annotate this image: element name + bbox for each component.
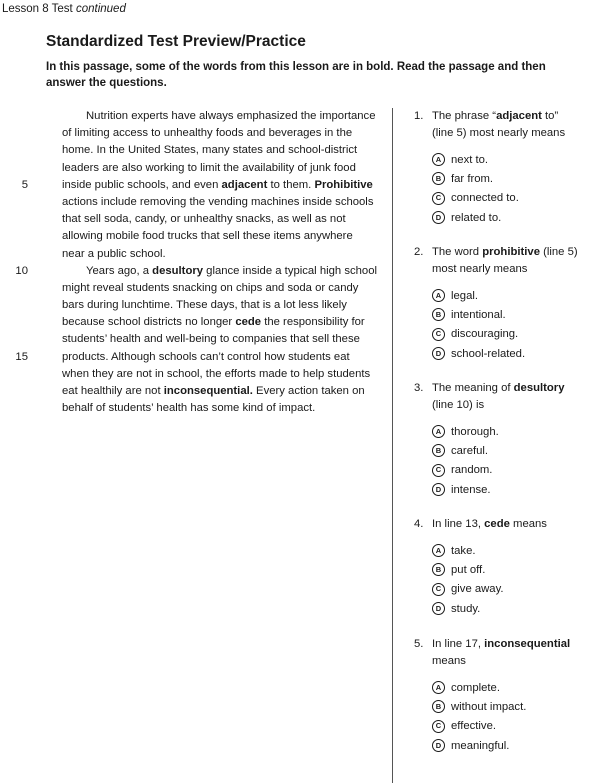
answer-bubble-icon[interactable]: C	[432, 720, 445, 733]
answer-option-a[interactable]	[432, 150, 594, 169]
passage-line	[62, 125, 394, 142]
answer-text: intentional.	[451, 308, 506, 321]
vocab-word: adjacent	[221, 178, 268, 191]
answer-bubble-icon[interactable]: B	[432, 308, 445, 321]
question-number: 3.	[414, 382, 424, 394]
passage-line	[15, 349, 394, 366]
passage-line	[62, 246, 394, 263]
answer-bubble-icon[interactable]: D	[432, 602, 445, 615]
question-number: 5.	[414, 638, 424, 650]
passage-text: might reveal students snacking on chips and soda or candy	[62, 281, 359, 294]
stem-text: to”	[541, 110, 559, 122]
question-4	[414, 516, 594, 618]
stem-text: (line 5) most nearly means	[432, 127, 566, 139]
passage-text: bars during lunchtime. These days, that is a lot less likely	[62, 299, 347, 312]
answer-bubble-icon[interactable]: C	[432, 583, 445, 596]
answer-text: meaningful.	[451, 739, 510, 752]
question-stem	[414, 516, 594, 533]
answer-options	[414, 150, 594, 227]
answer-bubble-icon[interactable]: A	[432, 681, 445, 694]
question-stem	[414, 108, 594, 142]
answer-bubble-icon[interactable]: D	[432, 739, 445, 752]
vocab-word: cede	[484, 518, 510, 530]
answer-text: complete.	[451, 681, 500, 694]
answer-option-d[interactable]	[432, 599, 594, 618]
vocab-word: inconsequential.	[163, 385, 253, 397]
passage-line	[62, 331, 394, 348]
line-number: 5	[21, 178, 28, 191]
passage-line	[62, 160, 394, 177]
answer-option-a[interactable]	[432, 422, 594, 441]
passage-line	[62, 142, 394, 159]
stem-text: (line 10) is	[432, 399, 485, 411]
vocab-word: cede	[235, 316, 262, 329]
answer-bubble-icon[interactable]: B	[432, 172, 445, 185]
question-number: 1.	[414, 110, 424, 122]
line-number: 10	[15, 264, 28, 277]
line-number: 15	[15, 350, 28, 363]
passage-text: allowing mobile food trucks that sell these items anywhere	[62, 230, 353, 243]
passage-text: of limiting access to unhealthy foods and beverages in the	[62, 127, 353, 140]
header-lesson: Lesson 8 Test	[2, 3, 73, 15]
answer-option-b[interactable]	[432, 560, 594, 579]
answer-text: take.	[451, 544, 476, 557]
answer-text: related to.	[451, 211, 502, 224]
answer-bubble-icon[interactable]: A	[432, 153, 445, 166]
answer-option-c[interactable]	[432, 325, 594, 344]
passage-text: products. Although schools can’t control how students eat	[62, 350, 350, 363]
stem-text: means	[509, 518, 547, 530]
vocab-word: desultory	[152, 264, 204, 277]
answer-text: effective.	[451, 720, 497, 733]
question-3	[414, 380, 594, 499]
passage-text: Every action taken on	[252, 385, 365, 397]
answer-option-b[interactable]	[432, 441, 594, 460]
answer-bubble-icon[interactable]: A	[432, 289, 445, 302]
question-stem	[414, 636, 594, 670]
passage-text: the responsibility for	[261, 316, 365, 329]
answer-text: discouraging.	[451, 328, 519, 341]
answer-text: far from.	[451, 172, 494, 185]
answer-text: thorough.	[451, 425, 499, 438]
answer-bubble-icon[interactable]: D	[432, 211, 445, 224]
passage-line	[62, 194, 394, 211]
stem-text: The meaning of	[432, 382, 514, 394]
answer-text: study.	[451, 602, 481, 615]
stem-text: most nearly means	[432, 263, 528, 275]
answer-text: connected to.	[451, 192, 519, 205]
answer-options	[414, 286, 594, 363]
question-1	[414, 108, 594, 227]
question-2	[414, 244, 594, 363]
answer-text: random.	[451, 464, 493, 477]
answer-option-d[interactable]	[432, 480, 594, 499]
answer-option-c[interactable]	[432, 189, 594, 208]
vocab-word: Prohibitive	[314, 178, 373, 191]
answer-option-c[interactable]	[432, 580, 594, 599]
question-stem	[414, 380, 594, 414]
answer-bubble-icon[interactable]: B	[432, 444, 445, 457]
answer-bubble-icon[interactable]: C	[432, 192, 445, 205]
answer-bubble-icon[interactable]: C	[432, 328, 445, 341]
page-title: Standardized Test Preview/Practice	[46, 33, 306, 50]
passage-text: because school districts no longer	[62, 316, 236, 329]
passage-line	[62, 366, 394, 383]
passage-line	[62, 400, 394, 417]
answer-text: legal.	[451, 289, 479, 302]
stem-text: means	[432, 655, 466, 667]
header-continued: continued	[75, 3, 126, 15]
passage-line	[62, 228, 394, 245]
answer-bubble-icon[interactable]: C	[432, 464, 445, 477]
answer-option-a[interactable]	[432, 286, 594, 305]
vocab-word: prohibitive	[482, 246, 540, 258]
answer-bubble-icon[interactable]: A	[432, 425, 445, 438]
passage-text: inside public schools, and even	[62, 178, 222, 191]
passage-text: near a public school.	[62, 247, 166, 260]
passage-text: to them.	[267, 178, 315, 191]
answer-option-a[interactable]	[432, 541, 594, 560]
answer-option-c[interactable]	[432, 461, 594, 480]
passage-text: home. In the United States, many states and school-district	[62, 144, 358, 157]
passage-text: Nutrition experts have always emphasized the importance	[86, 110, 376, 122]
vocab-word: adjacent	[496, 110, 542, 122]
question-number: 2.	[414, 246, 424, 258]
stem-text: In line 17,	[432, 638, 485, 650]
passage-text: when they are not in school, the efforts made to help students	[62, 367, 371, 380]
answer-options	[414, 678, 594, 755]
passage-line	[62, 314, 394, 331]
answer-text: put off.	[451, 563, 486, 576]
answer-bubble-icon[interactable]: B	[432, 563, 445, 576]
stem-text: The word	[432, 246, 483, 258]
passage-line	[62, 297, 394, 314]
answer-option-d[interactable]	[432, 208, 594, 227]
answer-option-d[interactable]	[432, 344, 594, 363]
stem-text: In line 13,	[432, 518, 485, 530]
answer-text: give away.	[451, 583, 504, 596]
answer-option-b[interactable]	[432, 697, 594, 716]
passage-line	[21, 177, 394, 194]
answer-text: school-related.	[451, 347, 526, 360]
passage-text: actions include removing the vending machines inside schools	[62, 195, 374, 208]
answer-text: next to.	[451, 153, 489, 166]
passage-text: students’ health and well-being to companies that sell these	[62, 333, 360, 346]
stem-text: (line 5)	[539, 246, 578, 258]
stem-text: The phrase “	[432, 110, 497, 122]
question-number: 4.	[414, 518, 424, 530]
passage-text: leaders are also working to limit the availability of junk food	[62, 161, 356, 174]
question-5	[414, 636, 594, 755]
passage-text: that sell soda, candy, or unhealthy snacks, as well as not	[62, 213, 346, 226]
answer-option-a[interactable]	[432, 678, 594, 697]
answer-option-d[interactable]	[432, 736, 594, 755]
answer-option-b[interactable]	[432, 169, 594, 188]
passage-line	[62, 211, 394, 228]
answer-options	[414, 422, 594, 499]
passage-line	[62, 383, 394, 400]
passage-text: Years ago, a	[86, 264, 153, 277]
passage-line	[62, 108, 394, 125]
passage-line	[62, 280, 394, 297]
answer-options	[414, 541, 594, 618]
vocab-word: inconsequential	[484, 638, 571, 650]
instructions: In this passage, some of the words from this lesson are in bold. Read the passage and then answer the questions.	[46, 61, 546, 89]
answer-bubble-icon[interactable]: A	[432, 544, 445, 557]
passage-text: eat healthily are not	[62, 385, 164, 397]
answer-bubble-icon[interactable]: D	[432, 483, 445, 496]
question-stem	[414, 244, 594, 278]
answer-text: careful.	[451, 444, 489, 457]
page-header	[2, 3, 126, 15]
vocab-word: desultory	[513, 382, 565, 394]
answer-text: without impact.	[451, 700, 527, 713]
passage-line	[15, 263, 394, 280]
passage-text: behalf of students’ health has some kind of impact.	[62, 402, 316, 415]
answer-option-b[interactable]	[432, 305, 594, 324]
answer-option-c[interactable]	[432, 717, 594, 736]
answer-bubble-icon[interactable]: B	[432, 700, 445, 713]
answer-bubble-icon[interactable]: D	[432, 347, 445, 360]
reading-passage	[15, 108, 394, 417]
answer-text: intense.	[451, 483, 491, 496]
passage-text: glance inside a typical high school	[203, 264, 377, 277]
